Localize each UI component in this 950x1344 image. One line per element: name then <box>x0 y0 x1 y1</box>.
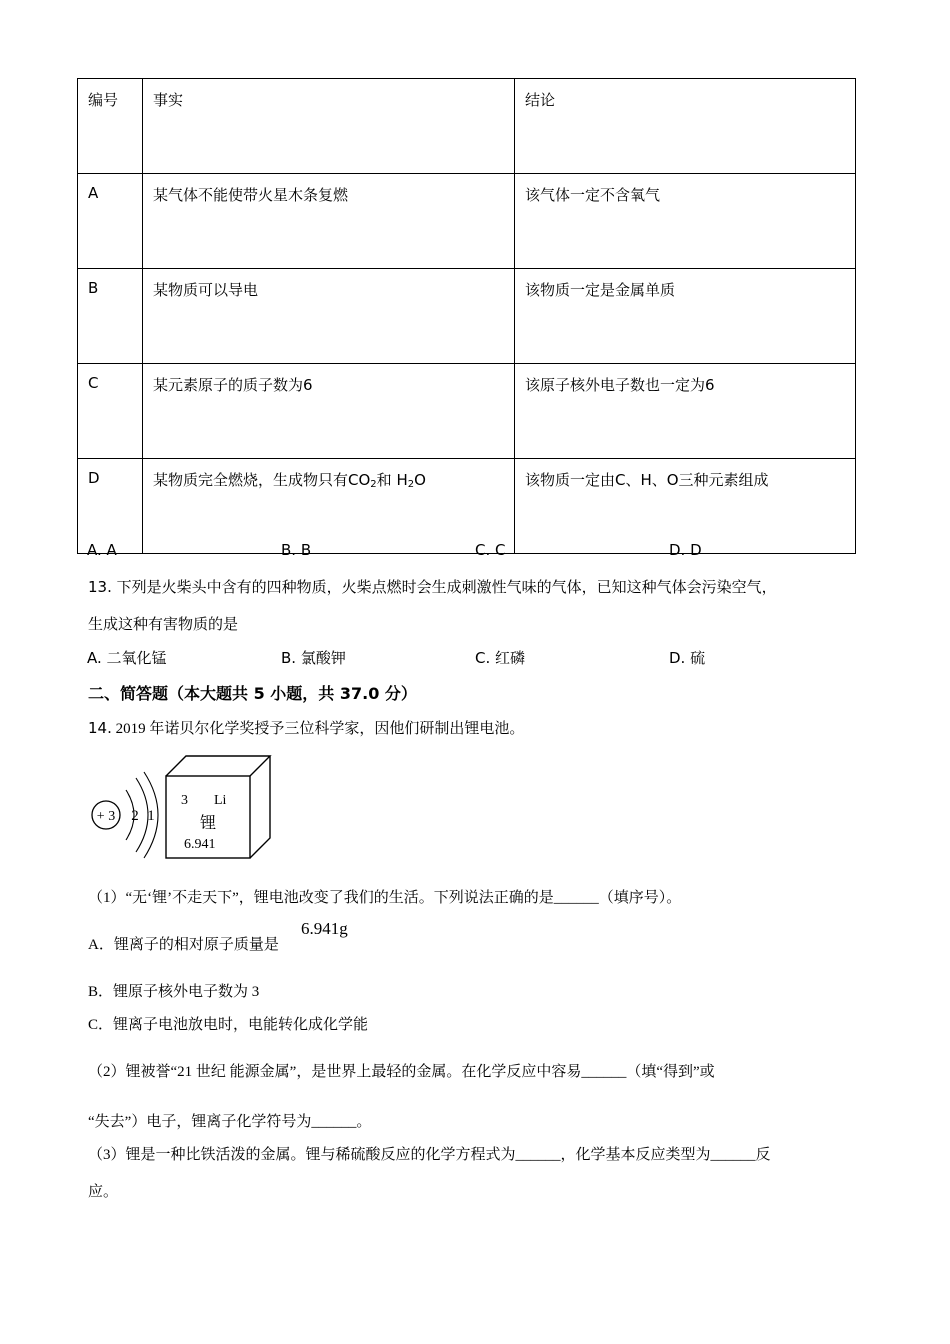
row-fact: 某元素原子的质子数为6 <box>143 364 515 459</box>
q13-text-line1: 13. 下列是火柴头中含有的四种物质，火柴点燃时会生成刺激性气味的气体，已知这种气体会污染空气， <box>88 578 777 596</box>
q14-part2-line1: （2）锂被誉“21 世纪 能源金属”，是世界上最轻的金属。在化学反应中容易______（填“得到”或 <box>88 1064 715 1080</box>
formula-o: O <box>414 471 426 489</box>
q14-intro: 14. 2019 年诺贝尔化学奖授予三位科学家，因他们研制出锂电池。 <box>88 719 525 737</box>
q13-option-d: D. 硫 <box>669 649 706 667</box>
row-fact: 某气体不能使带火星木条复燃 <box>143 174 515 269</box>
q13-option-b: B. 氯酸钾 <box>281 649 346 667</box>
row-id: A <box>78 174 143 269</box>
q14-part2-line2: “失去”）电子，锂离子化学符号为______。 <box>88 1114 372 1130</box>
atomic-mass: 6.941 <box>184 837 216 852</box>
row-conclusion: 该气体一定不含氧气 <box>515 174 856 269</box>
formula-h: H <box>396 471 408 489</box>
facts-table <box>77 78 856 554</box>
q14-option-b: B．锂原子核外电子数为 3 <box>88 984 260 1000</box>
row-fact <box>143 459 515 554</box>
row-fact: 某物质可以导电 <box>143 269 515 364</box>
formula-co: CO <box>348 471 371 489</box>
q14-option-a: A．锂离子的相对原子质量是 <box>88 937 279 953</box>
q13-text-line2: 生成这种有害物质的是 <box>88 615 239 633</box>
fact-and: 和 <box>376 471 392 489</box>
q12-option-b: B. B <box>281 541 312 559</box>
q14-part3-line2: 应。 <box>88 1184 119 1200</box>
row-conclusion: 该原子核外电子数也一定为6 <box>515 364 856 459</box>
q12-option-d: D. D <box>669 541 702 559</box>
shell-count-2: 1 <box>147 808 155 824</box>
table-row <box>78 364 856 459</box>
q14-part3-line1: （3）锂是一种比铁活泼的金属。锂与稀硫酸反应的化学方程式为______，化学基本反应类型为______反 <box>88 1147 771 1163</box>
table-row <box>78 269 856 364</box>
q14-option-a-value: 6.941g <box>301 919 348 938</box>
q12-option-c: C. C <box>475 541 506 559</box>
element-name: 锂 <box>199 813 217 832</box>
q13-option-c: C. 红磷 <box>475 649 526 667</box>
lithium-figure <box>86 752 276 862</box>
table-row <box>78 174 856 269</box>
q13-option-a: A. 二氧化锰 <box>87 649 167 667</box>
table-header-row <box>78 79 856 174</box>
formula-sub: 2 <box>407 479 415 490</box>
nucleus-label: + 3 <box>96 809 116 824</box>
q14-number: 14. <box>88 719 112 737</box>
q13-number: 13. <box>88 578 112 596</box>
row-id: B <box>78 269 143 364</box>
atomic-number: 3 <box>181 793 188 808</box>
row-id: C <box>78 364 143 459</box>
section-title: 二、简答题（本大题共 5 小题，共 37.0 分） <box>88 684 417 703</box>
row-conclusion: 该物质一定由C、H、O三种元素组成 <box>515 459 856 554</box>
row-conclusion: 该物质一定是金属单质 <box>515 269 856 364</box>
header-id: 编号 <box>78 79 143 174</box>
q14-part1: （1）“无‘锂’不走天下”，锂电池改变了我们的生活。下列说法正确的是______（填序号）。 <box>88 890 682 906</box>
row-id: D <box>78 459 143 554</box>
element-symbol: Li <box>214 793 227 808</box>
shell-count-1: 2 <box>131 808 139 824</box>
header-conclusion: 结论 <box>515 79 856 174</box>
fact-prefix: 某物质完全燃烧，生成物只有 <box>153 471 349 489</box>
q12-option-a: A. A <box>87 541 117 559</box>
q14-option-c: C．锂离子电池放电时，电能转化成化学能 <box>88 1017 369 1033</box>
formula-sub: 2 <box>370 479 377 490</box>
header-fact: 事实 <box>143 79 515 174</box>
table-row <box>78 459 856 554</box>
